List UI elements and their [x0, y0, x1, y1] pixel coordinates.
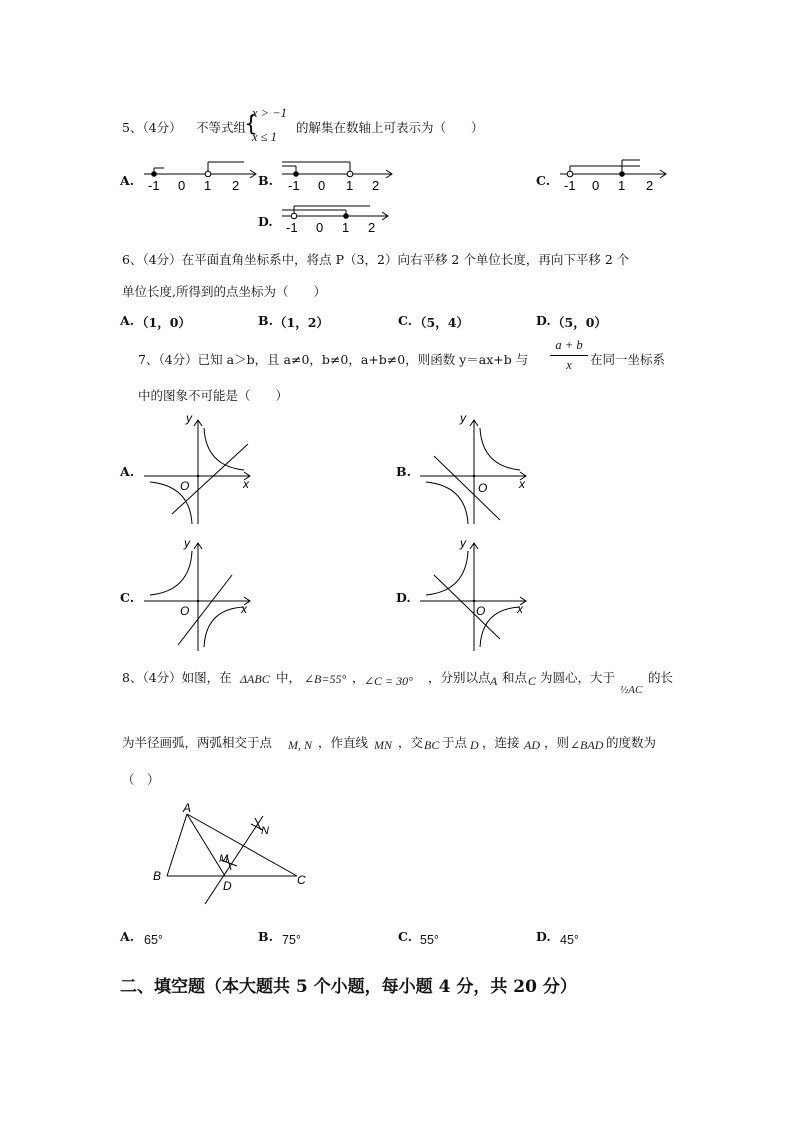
- origin-label: O: [478, 481, 488, 495]
- q7-graph-a: [140, 408, 260, 530]
- q6-line-2: 单位长度,所得到的点坐标为（ ）: [122, 284, 326, 299]
- tick-label: 0: [178, 178, 186, 193]
- y-axis-label: y: [186, 411, 192, 425]
- q8-text: ，则: [544, 735, 570, 750]
- q5-option-b-numberline: [280, 154, 398, 196]
- q8-math: D: [470, 738, 479, 752]
- q8-triangle-figure: [145, 800, 320, 910]
- q8-text: 的度数为: [606, 735, 657, 750]
- q8-text: 为半径画弧，两弧相交于点: [122, 735, 273, 750]
- tick-label: 2: [368, 220, 376, 235]
- q8-text: ，: [352, 670, 365, 685]
- q7-option-d-letter: D.: [396, 590, 411, 605]
- tick-label: 0: [318, 178, 326, 193]
- tick-label: 1: [204, 178, 212, 193]
- q5-ineq-1: x > −1: [252, 106, 287, 120]
- q8-math: M, N: [288, 738, 312, 752]
- q8-math: AD: [524, 738, 540, 752]
- q7-graph-c: [140, 535, 260, 657]
- q8-math: ∠BAD: [570, 738, 604, 752]
- vertex-label: D: [223, 879, 232, 893]
- tick-label: 2: [232, 178, 240, 193]
- y-axis-label: y: [460, 536, 466, 550]
- origin-label: O: [476, 604, 486, 618]
- q8-option-d-value: 45°: [560, 933, 579, 947]
- q8-math: A: [490, 674, 498, 688]
- q6-option-c-letter: C.: [398, 313, 413, 328]
- q8-text: 8、（4分）如图，在: [122, 670, 232, 685]
- q8-math: MN: [374, 738, 392, 752]
- q7-option-a-letter: A.: [120, 464, 135, 479]
- q6-option-d-letter: D.: [536, 313, 551, 328]
- q8-math: ∠B=55°: [304, 672, 347, 686]
- q7-graph-b: [416, 408, 536, 530]
- tick-label: -1: [288, 178, 300, 193]
- q7-line-1-pre: 7、（4分）已知 a＞b，且 a≠0，b≠0，a+b≠0，则函数 y＝ax+b 与: [138, 352, 529, 367]
- q7-option-c-letter: C.: [120, 590, 135, 605]
- x-axis-label: x: [519, 477, 525, 491]
- x-axis-label: x: [241, 602, 247, 616]
- tick-label: 0: [316, 220, 324, 235]
- q8-math: ½AC: [620, 684, 643, 696]
- vertex-label: M: [219, 853, 229, 865]
- q5-ineq-2: x ≤ 1: [252, 130, 277, 144]
- q8-option-c-value: 55°: [420, 933, 439, 947]
- tick-label: 1: [618, 178, 626, 193]
- x-axis-label: x: [243, 477, 249, 491]
- q5-option-c-numberline: [556, 154, 670, 196]
- q7-option-b-letter: B.: [396, 464, 411, 479]
- q8-answer-paren: （ ）: [122, 772, 160, 787]
- tick-label: 1: [342, 220, 350, 235]
- q8-text: ，分别以点: [428, 670, 491, 685]
- section-2-heading: 二、填空题（本大题共 5 个小题，每小题 4 分，共 20 分）: [120, 977, 577, 997]
- q7-line-1-post: 在同一坐标系: [590, 352, 666, 367]
- x-axis-label: x: [517, 602, 523, 616]
- origin-label: O: [180, 604, 190, 618]
- origin-label: O: [180, 479, 190, 493]
- q8-math: C: [528, 674, 537, 688]
- q8-text: ，作直线: [318, 735, 369, 750]
- q7-frac-numerator: a + b: [555, 338, 583, 352]
- q6-option-b-text: （1，2）: [274, 315, 329, 330]
- vertex-label: A: [183, 801, 192, 815]
- q8-text: 和点: [502, 670, 528, 685]
- q8-option-b-letter: B.: [258, 929, 273, 944]
- q8-text: 的长: [648, 670, 674, 685]
- q8-option-d-letter: D.: [536, 929, 551, 944]
- q6-option-c-text: （5，4）: [414, 315, 469, 330]
- q7-frac-bar: [550, 355, 588, 356]
- q6-line-1: 6、（4分）在平面直角坐标系中，将点 P（3，2）向右平移 2 个单位长度，再向下平移 2 个: [122, 252, 630, 267]
- q7-fraction: [550, 338, 588, 373]
- q8-option-b-value: 75°: [282, 933, 301, 947]
- vertex-label: B: [153, 869, 162, 883]
- q5-option-d-letter: D.: [258, 214, 273, 229]
- q5-tail: 的解集在数轴上可表示为（ ）: [296, 120, 484, 135]
- q6-option-a-text: （1，0）: [136, 315, 191, 330]
- q5-number: 5、（4分）: [122, 120, 182, 135]
- tick-label: 2: [646, 178, 654, 193]
- q6-option-a-letter: A.: [120, 313, 135, 328]
- q8-option-a-value: 65°: [144, 933, 163, 947]
- q8-text: 中，: [276, 670, 302, 685]
- q5-brace: {: [244, 112, 258, 137]
- tick-label: -1: [564, 178, 576, 193]
- q8-math: BC: [424, 738, 440, 752]
- q8-option-c-letter: C.: [398, 929, 413, 944]
- q5-option-a-numberline: [140, 154, 260, 196]
- q5-lead: 不等式组: [196, 120, 247, 135]
- q8-text: 为圆心，大于: [540, 670, 616, 685]
- tick-label: 2: [372, 178, 380, 193]
- vertex-label: C: [297, 873, 306, 887]
- q5-option-d-numberline: [280, 198, 392, 238]
- q8-math: ∠C = 30°: [364, 674, 413, 688]
- q5-option-b-letter: B.: [258, 173, 273, 188]
- q8-text: ，交: [398, 735, 424, 750]
- q6-option-d-text: （5，0）: [552, 315, 607, 330]
- q7-graph-d: [416, 535, 536, 657]
- y-axis-label: y: [460, 411, 466, 425]
- q8-option-a-letter: A.: [120, 929, 135, 944]
- tick-label: 0: [592, 178, 600, 193]
- q8-math: ΔABC: [240, 672, 270, 686]
- q7-frac-denominator: x: [566, 358, 572, 372]
- y-axis-label: y: [184, 536, 190, 550]
- q8-text: ，连接: [482, 735, 520, 750]
- vertex-label: N: [261, 825, 269, 837]
- tick-label: -1: [286, 220, 298, 235]
- q5-option-a-letter: A.: [120, 173, 135, 188]
- q7-line-2: 中的图象不可能是（ ）: [138, 388, 289, 403]
- q5-option-c-letter: C.: [536, 173, 551, 188]
- q6-option-b-letter: B.: [258, 313, 273, 328]
- tick-label: 1: [346, 178, 354, 193]
- tick-label: -1: [148, 178, 160, 193]
- q8-text: 于点: [442, 735, 468, 750]
